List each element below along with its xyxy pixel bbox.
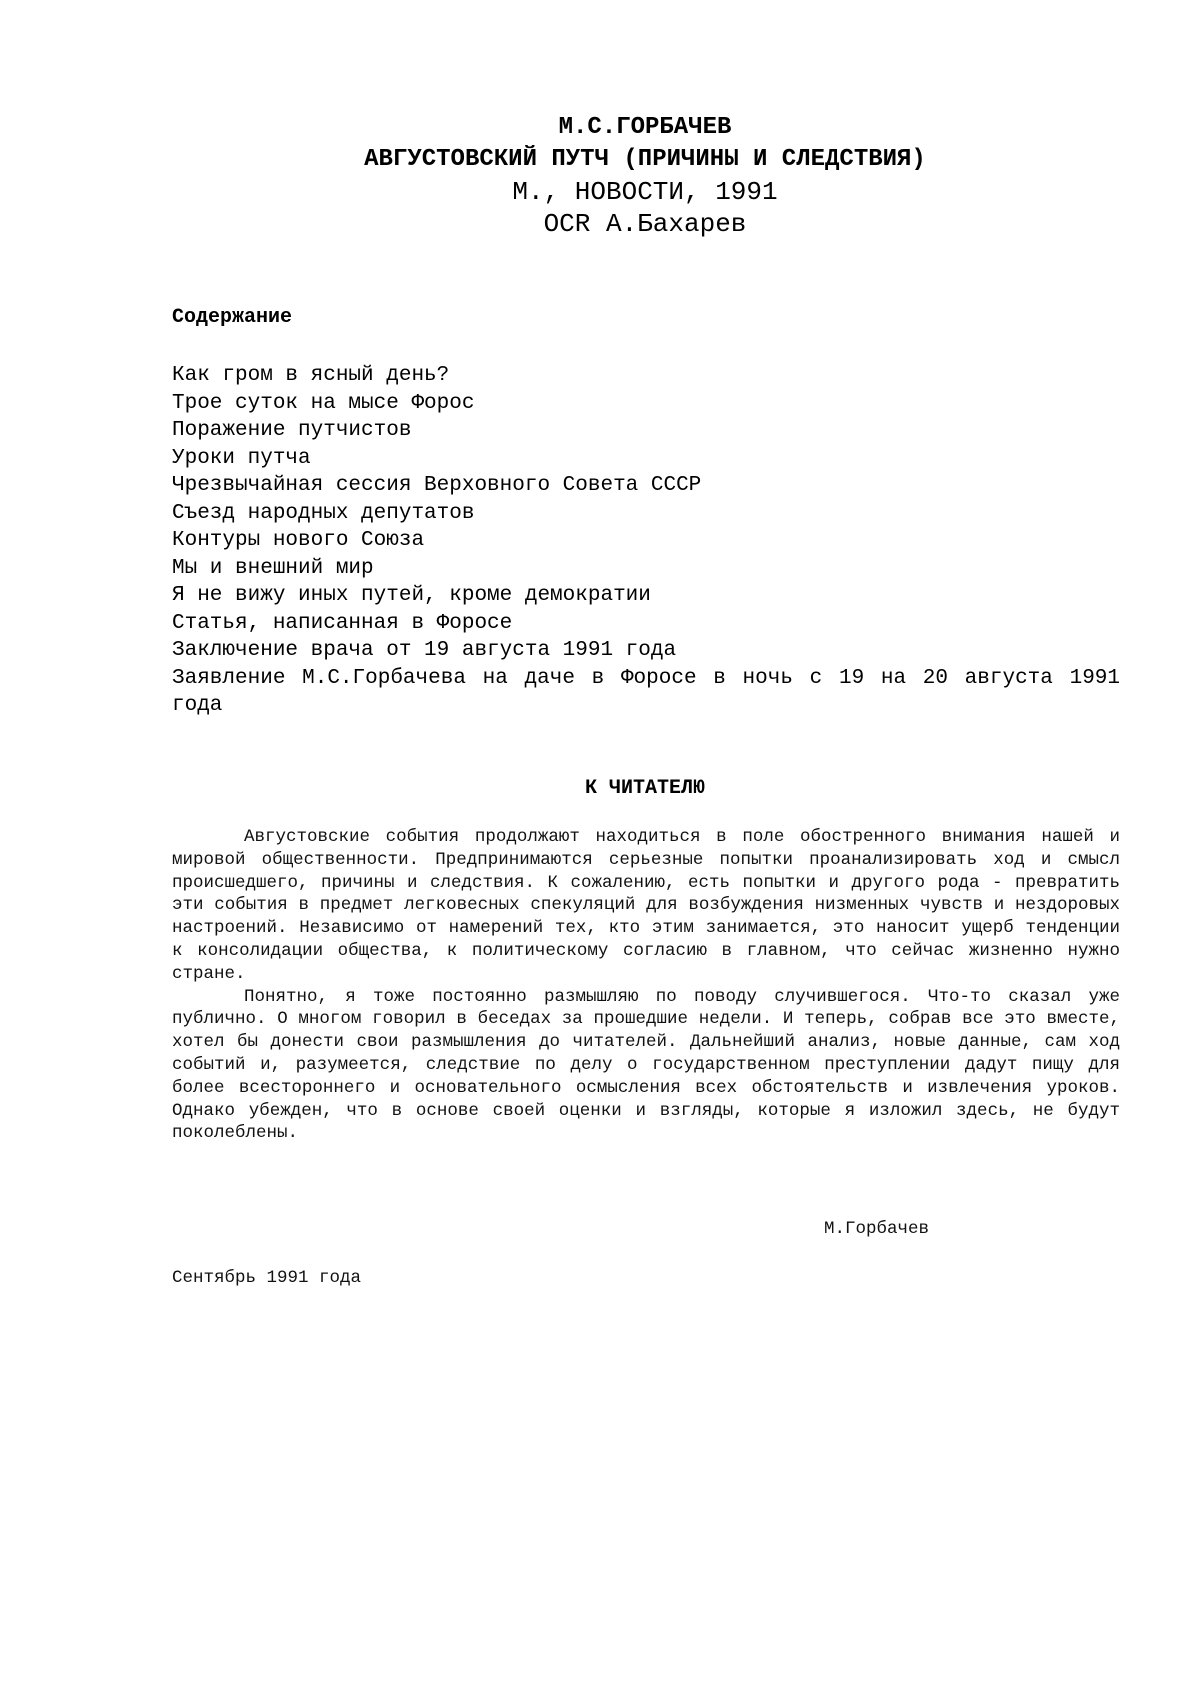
toc-item: Статья, написанная в Форосе	[172, 611, 513, 635]
toc-item: Поражение путчистов	[172, 419, 412, 442]
foreword-body	[172, 826, 1120, 1145]
toc-item: Как гром в ясный день?	[172, 364, 450, 387]
toc-item: Я не вижу иных путей, кроме демократии	[172, 584, 651, 607]
foreword-paragraph: Августовские события продолжают находиться в поле обостренного внимания нашей и мировой общественности. Предпринимаются серьезные попытки проанализировать ход и смысл происшедшего, причины и следствия. К сожалению, есть попытки и другого рода - превратить эти события в предмет легковесных спекуляций для возбуждения низменных чувств и нездоровых настроений. Независимо от намерений тех, кто этим занимается, это наносит ущерб тенденции к консолидации общества, к политическому согласию в главном, что сейчас жизненно нужно стране.	[172, 827, 1120, 984]
publisher-line: М., НОВОСТИ, 1991	[512, 177, 778, 207]
toc-item: Чрезвычайная сессия Верховного Совета СССР	[172, 474, 702, 497]
toc-item: Контуры нового Союза	[172, 529, 425, 552]
title-block	[0, 112, 1200, 240]
book-author: М.С.ГОРБАЧЕВ	[558, 114, 732, 141]
toc-item: Трое суток на мысе Форос	[172, 391, 475, 415]
book-title: АВГУСТОВСКИЙ ПУТЧ (ПРИЧИНЫ И СЛЕДСТВИЯ)	[364, 146, 926, 173]
toc-item: Съезд народных депутатов	[172, 501, 475, 525]
foreword-paragraph: Понятно, я тоже постоянно размышляю по поводу случившегося. Что-то сказал уже публично. О многом говорил в беседах за прошедшие недели. И теперь, собрав все это вместе, хотел бы донести свои размышления до читателей. Дальнейший анализ, новые данные, сам ход событий и, разумеется, следствие по делу о государственном преступлении дадут пищу для более всестороннего и основательного осмысления всех обстоятельств и извлечения уроков. Однако убежден, что в основе своей оценки и взгляды, которые я изложил здесь, не будут поколеблены.	[172, 986, 1120, 1144]
ocr-credit: OCR А.Бахарев	[543, 209, 747, 239]
signature: М.Горбачев	[824, 1219, 930, 1239]
table-of-contents	[172, 362, 1120, 720]
toc-item: Заключение врача от 19 августа 1991 года	[172, 639, 677, 662]
toc-item: Заявление М.С.Горбачева на даче в Форосе в ночь с 19 на 20 августа 1991 года	[172, 666, 1120, 717]
toc-item: Уроки путча	[172, 446, 311, 470]
toc-item: Мы и внешний мир	[172, 556, 374, 580]
toc-heading: Содержание	[172, 306, 293, 329]
date-line: Сентябрь 1991 года	[172, 1268, 362, 1288]
section-heading: К ЧИТАТЕЛЮ	[584, 777, 706, 800]
